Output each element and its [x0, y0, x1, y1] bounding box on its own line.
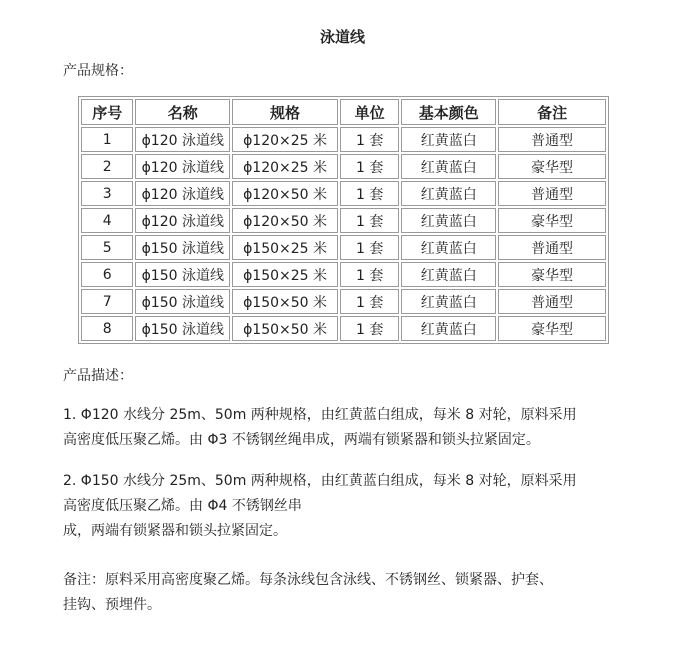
paragraph-line: 高密度低压聚乙烯。由 Φ3 不锈钢丝绳串成，两端有锁紧器和锁头拉紧固定。: [63, 432, 540, 448]
table-row: [81, 208, 606, 233]
cell-name: ϕ150 泳道线: [135, 289, 230, 314]
cell-index: 5: [81, 235, 133, 260]
paragraph-line: 高密度低压聚乙烯。由 Φ4 不锈钢丝串: [63, 498, 302, 514]
cell-color: 红黄蓝白: [401, 154, 496, 179]
cell-name: ϕ150 泳道线: [135, 262, 230, 287]
cell-unit: 1 套: [340, 127, 399, 152]
header-spec: 规格: [232, 99, 338, 125]
cell-index: 1: [81, 127, 133, 152]
cell-spec: ϕ120×50 米: [232, 181, 338, 206]
cell-name: ϕ120 泳道线: [135, 208, 230, 233]
spec-table: [78, 96, 609, 344]
paragraph-line: 挂钩、预埋件。: [63, 597, 161, 613]
header-note: 备注: [498, 99, 606, 125]
cell-unit: 1 套: [340, 235, 399, 260]
header-index: 序号: [81, 99, 133, 125]
cell-note: 普通型: [498, 181, 606, 206]
cell-unit: 1 套: [340, 208, 399, 233]
description-paragraph-2: [63, 469, 633, 544]
remarks-paragraph: [63, 568, 633, 618]
cell-name: ϕ150 泳道线: [135, 316, 230, 341]
paragraph-line: 1. Φ120 水线分 25m、50m 两种规格，由红黄蓝白组成，每米 8 对轮，原料采用: [63, 407, 577, 423]
page-title: 泳道线: [319, 28, 365, 46]
cell-spec: ϕ150×50 米: [232, 316, 338, 341]
table-row: [81, 181, 606, 206]
cell-unit: 1 套: [340, 262, 399, 287]
description-paragraph-1: [63, 403, 633, 453]
cell-color: 红黄蓝白: [401, 316, 496, 341]
table-row: [81, 127, 606, 152]
cell-note: 普通型: [498, 235, 606, 260]
description-label: 产品描述：: [63, 368, 133, 384]
cell-unit: 1 套: [340, 316, 399, 341]
cell-index: 7: [81, 289, 133, 314]
table-row: [81, 154, 606, 179]
cell-name: ϕ150 泳道线: [135, 235, 230, 260]
cell-spec: ϕ150×25 米: [232, 262, 338, 287]
cell-name: ϕ120 泳道线: [135, 154, 230, 179]
header-name: 名称: [135, 99, 230, 125]
cell-spec: ϕ120×25 米: [232, 127, 338, 152]
paragraph-line: 成，两端有锁紧器和锁头拉紧固定。: [63, 523, 287, 539]
cell-index: 6: [81, 262, 133, 287]
cell-name: ϕ120 泳道线: [135, 181, 230, 206]
cell-color: 红黄蓝白: [401, 262, 496, 287]
cell-color: 红黄蓝白: [401, 127, 496, 152]
table-header-row: [81, 99, 606, 125]
specs-label: 产品规格：: [63, 63, 133, 79]
cell-color: 红黄蓝白: [401, 208, 496, 233]
cell-note: 豪华型: [498, 208, 606, 233]
paragraph-line: 2. Φ150 水线分 25m、50m 两种规格，由红黄蓝白组成，每米 8 对轮，原料采用: [63, 473, 577, 489]
cell-color: 红黄蓝白: [401, 181, 496, 206]
cell-name: ϕ120 泳道线: [135, 127, 230, 152]
cell-note: 普通型: [498, 289, 606, 314]
cell-spec: ϕ120×25 米: [232, 154, 338, 179]
cell-color: 红黄蓝白: [401, 289, 496, 314]
cell-index: 4: [81, 208, 133, 233]
cell-unit: 1 套: [340, 289, 399, 314]
table-row: [81, 235, 606, 260]
header-color: 基本颜色: [401, 99, 496, 125]
cell-spec: ϕ150×25 米: [232, 235, 338, 260]
cell-index: 3: [81, 181, 133, 206]
cell-index: 2: [81, 154, 133, 179]
cell-note: 豪华型: [498, 154, 606, 179]
table-row: [81, 289, 606, 314]
cell-spec: ϕ120×50 米: [232, 208, 338, 233]
cell-note: 豪华型: [498, 262, 606, 287]
table-row: [81, 262, 606, 287]
cell-unit: 1 套: [340, 181, 399, 206]
cell-index: 8: [81, 316, 133, 341]
cell-note: 豪华型: [498, 316, 606, 341]
paragraph-line: 备注：原料采用高密度聚乙烯。每条泳线包含泳线、不锈钢丝、锁紧器、护套、: [63, 572, 553, 588]
header-unit: 单位: [340, 99, 399, 125]
cell-note: 普通型: [498, 127, 606, 152]
table-row: [81, 316, 606, 341]
cell-spec: ϕ150×50 米: [232, 289, 338, 314]
cell-color: 红黄蓝白: [401, 235, 496, 260]
cell-unit: 1 套: [340, 154, 399, 179]
